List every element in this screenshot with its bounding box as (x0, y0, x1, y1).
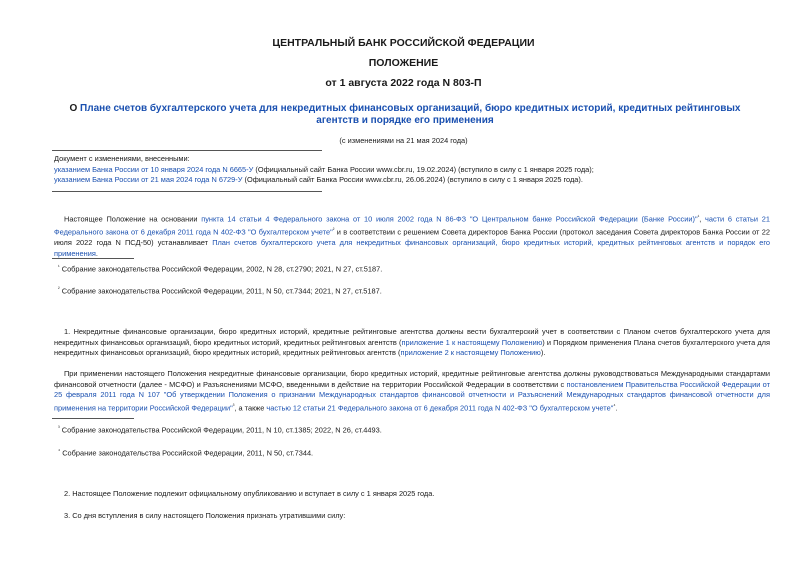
issuer-title: ЦЕНТРАЛЬНЫЙ БАНК РОССИЙСКОЙ ФЕДЕРАЦИИ (272, 37, 535, 49)
footnote-mark: ³ (232, 402, 235, 409)
doc-subject: О Плане счетов бухгалтерского учета для некредитных финансовых организаций, бюро кредитных историй, кредитных рейтинговых агентств и порядке его применения (69, 103, 741, 126)
appendix-2-link[interactable]: приложение 2 к настоящему Положению (400, 348, 541, 358)
footnote-mark: ⁴ (613, 402, 616, 409)
plan-link[interactable]: План счетов бухгалтерского учета для некредитных финансовых организаций, бюро кредитных историй, кредитных рейтинговых агентств и порядок его применения (54, 238, 770, 258)
law-86fz-link[interactable]: пункта 14 статьи 4 Федерального закона от 10 июля 2002 года N 86-ФЗ "О Центральном банке Российской Федерации (Банке России)" (201, 214, 698, 224)
footnote-4: $^{^4}$ Собрание законодательства Российской Федерации, 2011, N 50, ст.7344. (58, 448, 314, 458)
footnote-mark: ¹ (697, 214, 700, 220)
amendments-block (54, 154, 754, 186)
footnote-mark: ² (332, 227, 335, 234)
paragraph-2: 2. Настоящее Положение подлежит официальному опубликованию и вступает в силу с 1 января 2025 года. (64, 489, 435, 498)
paragraph-ifrs: При применении настоящего Положения некредитные финансовые организации, бюро кредитных историй, кредитные рейтинговые агентства должны руководствоваться Международными стандартами финансовой отчетности (далее - МСФО) и Разъяснениями МСФО, введенными в действие на территории Российской Федерации в соответствии с постановлением Правительства Российской Федерации от 25 февраля 2011 года N 107 "Об утверждении Положения о признании Международных стандартов финансовой отчетности и Разъяснений Международных стандартов финансовой отчетности для применения на территории Российской Федерации"$^{^3}$, а также частью 12 статьи 21 Федерального закона от 6 декабря 2011 года N 402-ФЗ "О бухгалтерском учете"$^{^4}$. (54, 369, 770, 413)
amendment-2: указанием Банка России от 21 мая 2024 года N 6729-У (Официальный сайт Банка России www.cbr.ru, 26.06.2024) (вступило в силу с 1 января 2025 года). (54, 175, 583, 185)
footnote-divider (52, 418, 134, 419)
footnote-divider (52, 258, 134, 259)
footnote-1: $^{^1}$ Собрание законодательства Российской Федерации, 2002, N 28, ст.2790; 2021, N 27, ст.5187. (58, 264, 383, 274)
amendment-2-link[interactable]: указанием Банка России от 21 мая 2024 года N 6729-У (54, 175, 243, 185)
doc-date-number: от 1 августа 2022 года N 803-П (325, 77, 482, 89)
appendix-1-link[interactable]: приложение 1 к настоящему Положению (401, 337, 543, 347)
changes-note: (с изменениями на 21 мая 2024 года) (339, 136, 468, 145)
law-402fz-part12-link[interactable]: частью 12 статьи 21 Федерального закона от 6 декабря 2011 года N 402-ФЗ "О бухгалтерском учете" (266, 403, 614, 413)
amendment-1-link[interactable]: указанием Банка России от 10 января 2024 года N 6665-У (54, 164, 254, 174)
footnote-3: $^{^3}$ Собрание законодательства Российской Федерации, 2011, N 10, ст.1385; 2022, N 26, ст.4493. (58, 425, 382, 435)
paragraph-3: 3. Со дня вступления в силу настоящего Положения признать утратившими силу: (64, 511, 346, 520)
resolution-107-link[interactable]: постановлением Правительства Российской Федерации от 25 февраля 2011 года N 107 "Об утверждении Положения о признании Международных стандартов финансовой отчетности и Разъяснений Международных стандартов финансовой отчетности для применения на территории Российской Федерации" (54, 379, 770, 413)
law-402fz-link[interactable]: части 6 статьи 21 Федерального закона от 6 декабря 2011 года N 402-ФЗ "О бухгалтерском учете" (54, 214, 770, 237)
divider (52, 150, 322, 151)
preamble-paragraph: Настоящее Положение на основании пункта 14 статьи 4 Федерального закона от 10 июля 2002 года N 86-ФЗ "О Центральном банке Российской Федерации (Банке России)"$^{^1}$, части 6 статьи 21 Федерального закона от 6 декабря 2011 года N 402-ФЗ "О бухгалтерском учете"$^{^2}$ и в соответствии с решением Совета директоров Банка России (протокол заседания Совета директоров Банка России от 22 июля 2022 года N ПСД-50) устанавливает План счетов бухгалтерского учета для некредитных финансовых организаций, бюро кредитных историй, кредитных рейтинговых агентств и порядок его применения. (54, 214, 771, 258)
paragraph-1: 1. Некредитные финансовые организации, бюро кредитных историй, кредитные рейтинговые агентства должны вести бухгалтерский учет в соответствии с Планом счетов бухгалтерского учета для некредитных финансовых организаций, бюро кредитных историй, кредитных рейтинговых агентств (приложение 1 к настоящему Положению) и Порядком применения Плана счетов бухгалтерского учета для некредитных финансовых организаций, бюро кредитных историй, кредитных рейтинговых агентств (приложение 2 к настоящему Положению). (54, 327, 770, 358)
subject-link[interactable]: Плане счетов бухгалтерского учета для некредитных финансовых организаций, бюро кредитных историй, кредитных рейтинговых агентств и порядке его применения (80, 103, 741, 126)
footnote-2: $^{^2}$ Собрание законодательства Российской Федерации, 2011, N 50, ст.7344; 2021, N 27, ст.5187. (58, 286, 382, 296)
amendment-1: указанием Банка России от 10 января 2024 года N 6665-У (Официальный сайт Банка России www.cbr.ru, 19.02.2024) (вступило в силу с 1 января 2025 года); (54, 164, 594, 174)
doc-type: ПОЛОЖЕНИЕ (368, 57, 439, 69)
divider (52, 191, 322, 192)
amendments-heading: Документ с изменениями, внесенными: (54, 154, 190, 163)
